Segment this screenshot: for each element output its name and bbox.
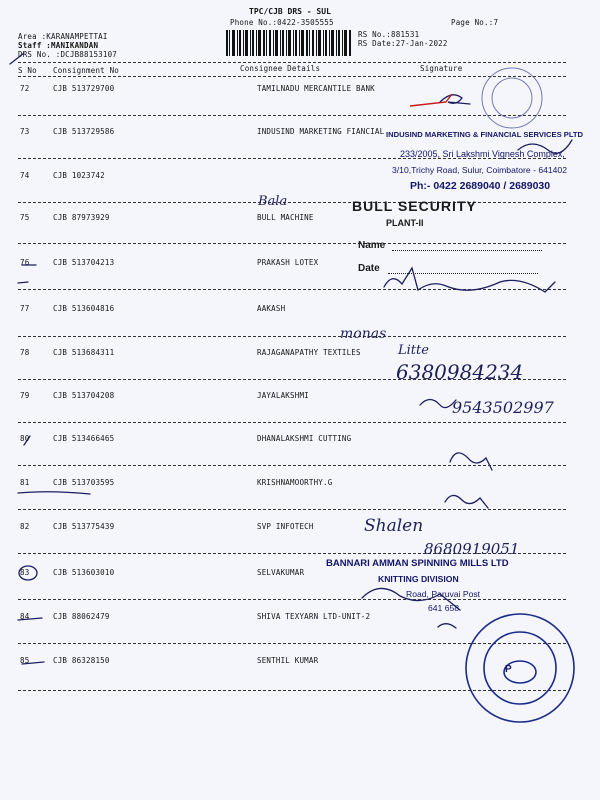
row-sno: 73 — [20, 127, 30, 136]
bull-security-name-label: Name — [358, 240, 386, 251]
row-sno: 84 — [20, 612, 30, 621]
row-sno: 76 — [20, 258, 30, 267]
row-consignment: CJB 513684311 — [53, 348, 115, 357]
row-consignee: SHIVA TEXYARN LTD-UNIT-2 — [257, 612, 371, 621]
shiva-stamp-center-mark: P — [505, 664, 512, 675]
row-consignment: CJB 513604816 — [53, 304, 115, 313]
red-pen-mark — [410, 94, 452, 106]
drs-number: DRS No. :DCJB88153107 — [18, 50, 118, 59]
handwriting-row79-phone: 9543502997 — [452, 398, 554, 417]
row-consignment: CJB 513729700 — [53, 84, 115, 93]
handwriting-row83-name: Shalen — [364, 516, 424, 536]
row-consignee: RAJAGANAPATHY TEXTILES — [257, 348, 361, 357]
row-consignment: CJB 513729586 — [53, 127, 115, 136]
row-consignment: CJB 513603010 — [53, 568, 115, 577]
bull-security-stamp-line1: BULL SECURITY — [352, 198, 477, 214]
col-consignee: Consignee Details — [240, 64, 321, 73]
rs-number: RS No.:881531 — [358, 30, 420, 39]
bannari-stamp-line1: BANNARI AMMAN SPINNING MILLS LTD — [326, 558, 509, 569]
row-consignee: PRAKASH LOTEX — [257, 258, 319, 267]
row-consignee: TAMILNADU MERCANTILE BANK — [257, 84, 375, 93]
row-sno: 72 — [20, 84, 30, 93]
row-consignee: DHANALAKSHMI CUTTING — [257, 434, 352, 443]
row-sno: 75 — [20, 213, 30, 222]
row-consignee: INDUSIND MARKETING FIANCIAL — [257, 127, 385, 136]
bannari-stamp-line2: KNITTING DIVISION — [378, 574, 459, 584]
row-sno: 81 — [20, 478, 30, 487]
signature-scribble — [445, 495, 488, 508]
handwriting-row75: Bala — [258, 194, 288, 209]
pen-mark — [18, 282, 28, 283]
bull-security-date-line — [388, 273, 538, 274]
row-sno: 78 — [20, 348, 30, 357]
row-sno: 82 — [20, 522, 30, 531]
row-sno: 83 — [20, 568, 30, 577]
pen-mark — [22, 662, 44, 664]
rs-date: RS Date:27-Jan-2022 — [358, 39, 448, 48]
handwriting-row78-extra: Litte — [398, 343, 429, 358]
phone-number: Phone No.:0422-3505555 — [230, 18, 334, 27]
signature-scribble — [438, 624, 456, 628]
handwriting-row78-name: monas — [340, 326, 387, 342]
pen-mark — [18, 618, 42, 620]
pen-circle — [19, 566, 37, 580]
staff-label: Staff :MANIKANDAN — [18, 41, 99, 50]
row-sno: 74 — [20, 171, 30, 180]
signature-scribble — [450, 453, 492, 470]
round-stamp-72 — [482, 68, 542, 128]
row-consignment: CJB 513775439 — [53, 522, 115, 531]
indusind-stamp-line4: Ph:- 0422 2689040 / 2689030 — [410, 180, 551, 192]
shiva-texyarn-stamp-ring — [466, 614, 574, 722]
row-consignment: CJB 88062479 — [53, 612, 110, 621]
row-consignee: SENTHIL KUMAR — [257, 656, 319, 665]
row-sno: 85 — [20, 656, 30, 665]
row-consignee: JAYALAKSHMI — [257, 391, 309, 400]
bull-security-name-line — [392, 250, 542, 251]
indusind-stamp-line1: INDUSIND MARKETING & FINANCIAL SERVICES PLTD — [386, 130, 584, 139]
row-consignee: BULL MACHINE — [257, 213, 314, 222]
row-consignee: KRISHNAMOORTHY.G — [257, 478, 333, 487]
report-title: TPC/CJB DRS - SUL — [249, 7, 331, 16]
col-sno: S No — [18, 66, 37, 75]
row-consignee: SVP INFOTECH — [257, 522, 314, 531]
signature-scribble — [420, 400, 456, 408]
bannari-stamp-line4: 641 658 — [428, 603, 460, 613]
bull-security-date-label: Date — [358, 263, 380, 274]
pen-mark — [18, 492, 90, 494]
handwriting-row78-phone: 6380984234 — [396, 360, 524, 384]
row-sno: 79 — [20, 391, 30, 400]
row-sno: 80 — [20, 434, 30, 443]
col-consignment: Consignment No — [53, 66, 120, 75]
row-consignee: SELVAKUMAR — [257, 568, 305, 577]
page-number: Page No.:7 — [451, 18, 499, 27]
indusind-stamp-line3: 3/10,Trichy Road, Sulur, Coimbatore - 641402 — [392, 165, 567, 175]
indusind-stamp-line2: 233/2005, Sri Lakshmi Vignesh Complex, — [400, 149, 565, 159]
col-signature: Signature — [420, 64, 463, 73]
row-consignment: CJB 87973929 — [53, 213, 110, 222]
row-consignee: AAKASH — [257, 304, 286, 313]
pen-mark — [24, 436, 30, 445]
area-label: Area :KARANAMPETTAI — [18, 32, 108, 41]
bull-security-stamp-line2: PLANT-II — [386, 218, 424, 228]
signature-scribble — [384, 268, 555, 292]
row-consignment: CJB 513704213 — [53, 258, 115, 267]
row-consignment: CJB 1023742 — [53, 171, 105, 180]
row-sno: 77 — [20, 304, 30, 313]
bannari-stamp-line3: Road, Paruvai Post — [406, 589, 481, 599]
row-consignment: CJB 513466465 — [53, 434, 115, 443]
row-consignment: CJB 513704208 — [53, 391, 115, 400]
row-consignment: CJB 86328150 — [53, 656, 110, 665]
handwriting-row83-phone: 8680919051 — [424, 540, 520, 558]
row-consignment: CJB 513703595 — [53, 478, 115, 487]
pen-mark — [10, 53, 24, 64]
